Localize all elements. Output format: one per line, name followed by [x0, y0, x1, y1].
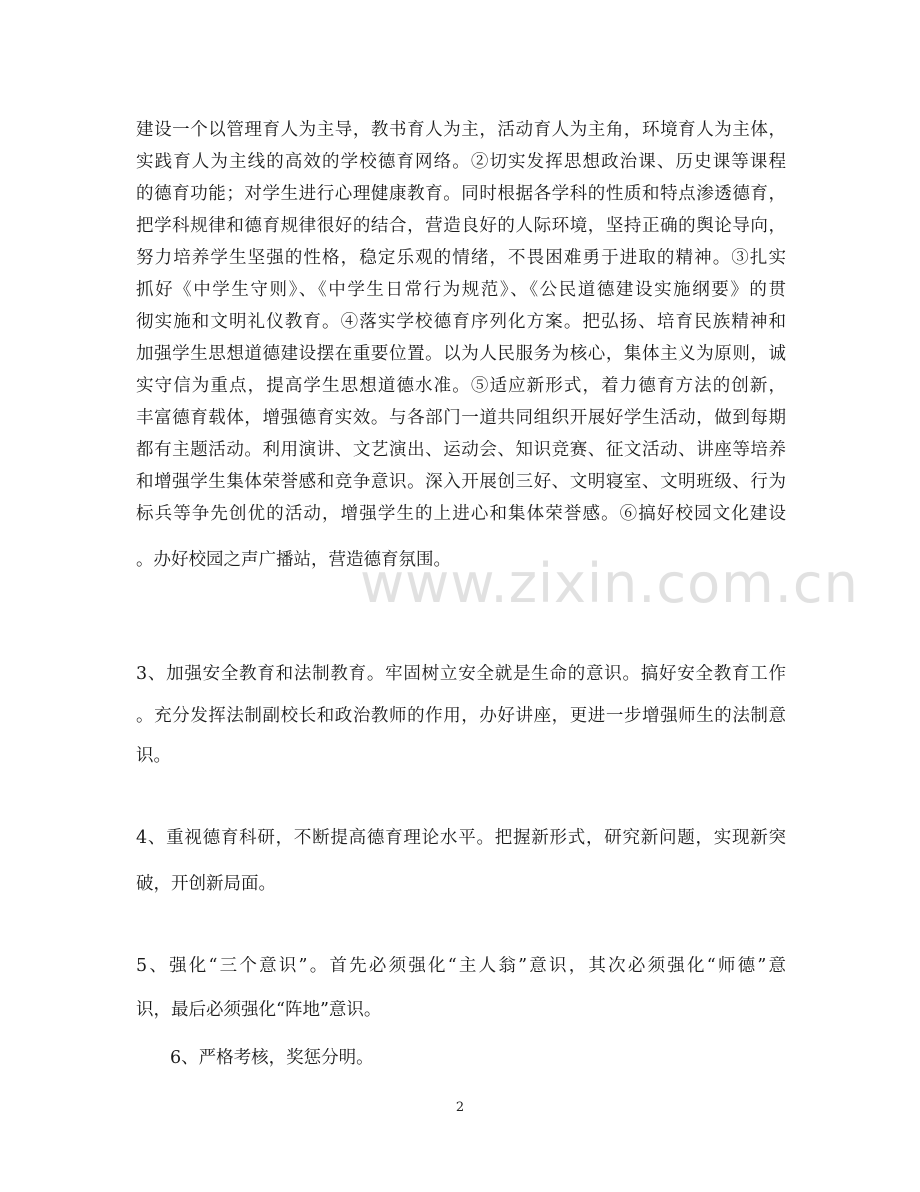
text-line: 加强学生思想道德建设摆在重要位置。以为人民服务为核心，集体主义为原则，诚 — [136, 344, 786, 364]
text-line: 彻实施和文明礼仪教育。④落实学校德育序列化方案。把弘扬、培育民族精神和 — [136, 312, 786, 332]
text-line: 。办好校园之声广播站，营造德育氛围。 — [136, 550, 451, 570]
text-line: 4、重视德育科研，不断提高德育理论水平。把握新形式，研究新问题，实现新突 — [136, 828, 786, 848]
text-line: 和增强学生集体荣誉感和竞争意识。深入开展创三好、文明寝室、文明班级、行为 — [136, 472, 786, 492]
text-line: 实践育人为主线的高效的学校德育网络。②切实发挥思想政治课、历史课等课程 — [136, 152, 786, 172]
text-line: 的德育功能；对学生进行心理健康教育。同时根据各学科的性质和特点渗透德育， — [136, 184, 786, 204]
text-line: 把学科规律和德育规律很好的结合，营造良好的人际环境，坚持正确的舆论导向， — [136, 216, 786, 236]
text-line: 6、严格考核，奖惩分明。 — [170, 1048, 374, 1068]
page-number: 2 — [455, 1100, 465, 1115]
text-line: 努力培养学生坚强的性格，稳定乐观的情绪，不畏困难勇于进取的精神。③扎实 — [136, 248, 786, 268]
text-line: 5、强化“三个意识”。首先必须强化“主人翁”意识，其次必须强化“师德”意 — [136, 956, 786, 976]
text-line: 实守信为重点，提高学生思想道德水准。⑤适应新形式，着力德育方法的创新， — [136, 376, 786, 396]
text-line: 抓好《中学生守则》、《中学生日常行为规范》、《公民道德建设实施纲要》的贯 — [136, 280, 786, 300]
text-line: 。充分发挥法制副校长和政治教师的作用，办好讲座，更进一步增强师生的法制意 — [136, 706, 786, 726]
text-line: 3、加强安全教育和法制教育。牢固树立安全就是生命的意识。搞好安全教育工作 — [136, 664, 786, 684]
watermark: www.zixin.com.cn — [360, 552, 859, 615]
text-line: 识，最后必须强化“阵地”意识。 — [136, 1000, 382, 1020]
text-line: 标兵等争先创优的活动，增强学生的上进心和集体荣誉感。⑥搞好校园文化建设 — [136, 504, 786, 524]
text-line: 破，开创新局面。 — [136, 874, 276, 894]
text-line: 丰富德育载体，增强德育实效。与各部门一道共同组织开展好学生活动，做到每期 — [136, 408, 786, 428]
text-line: 建设一个以管理育人为主导，教书育人为主，活动育人为主角，环境育人为主体， — [136, 120, 786, 140]
text-line: 都有主题活动。利用演讲、文艺演出、运动会、知识竞赛、征文活动、讲座等培养 — [136, 440, 786, 460]
text-line: 识。 — [136, 746, 171, 766]
